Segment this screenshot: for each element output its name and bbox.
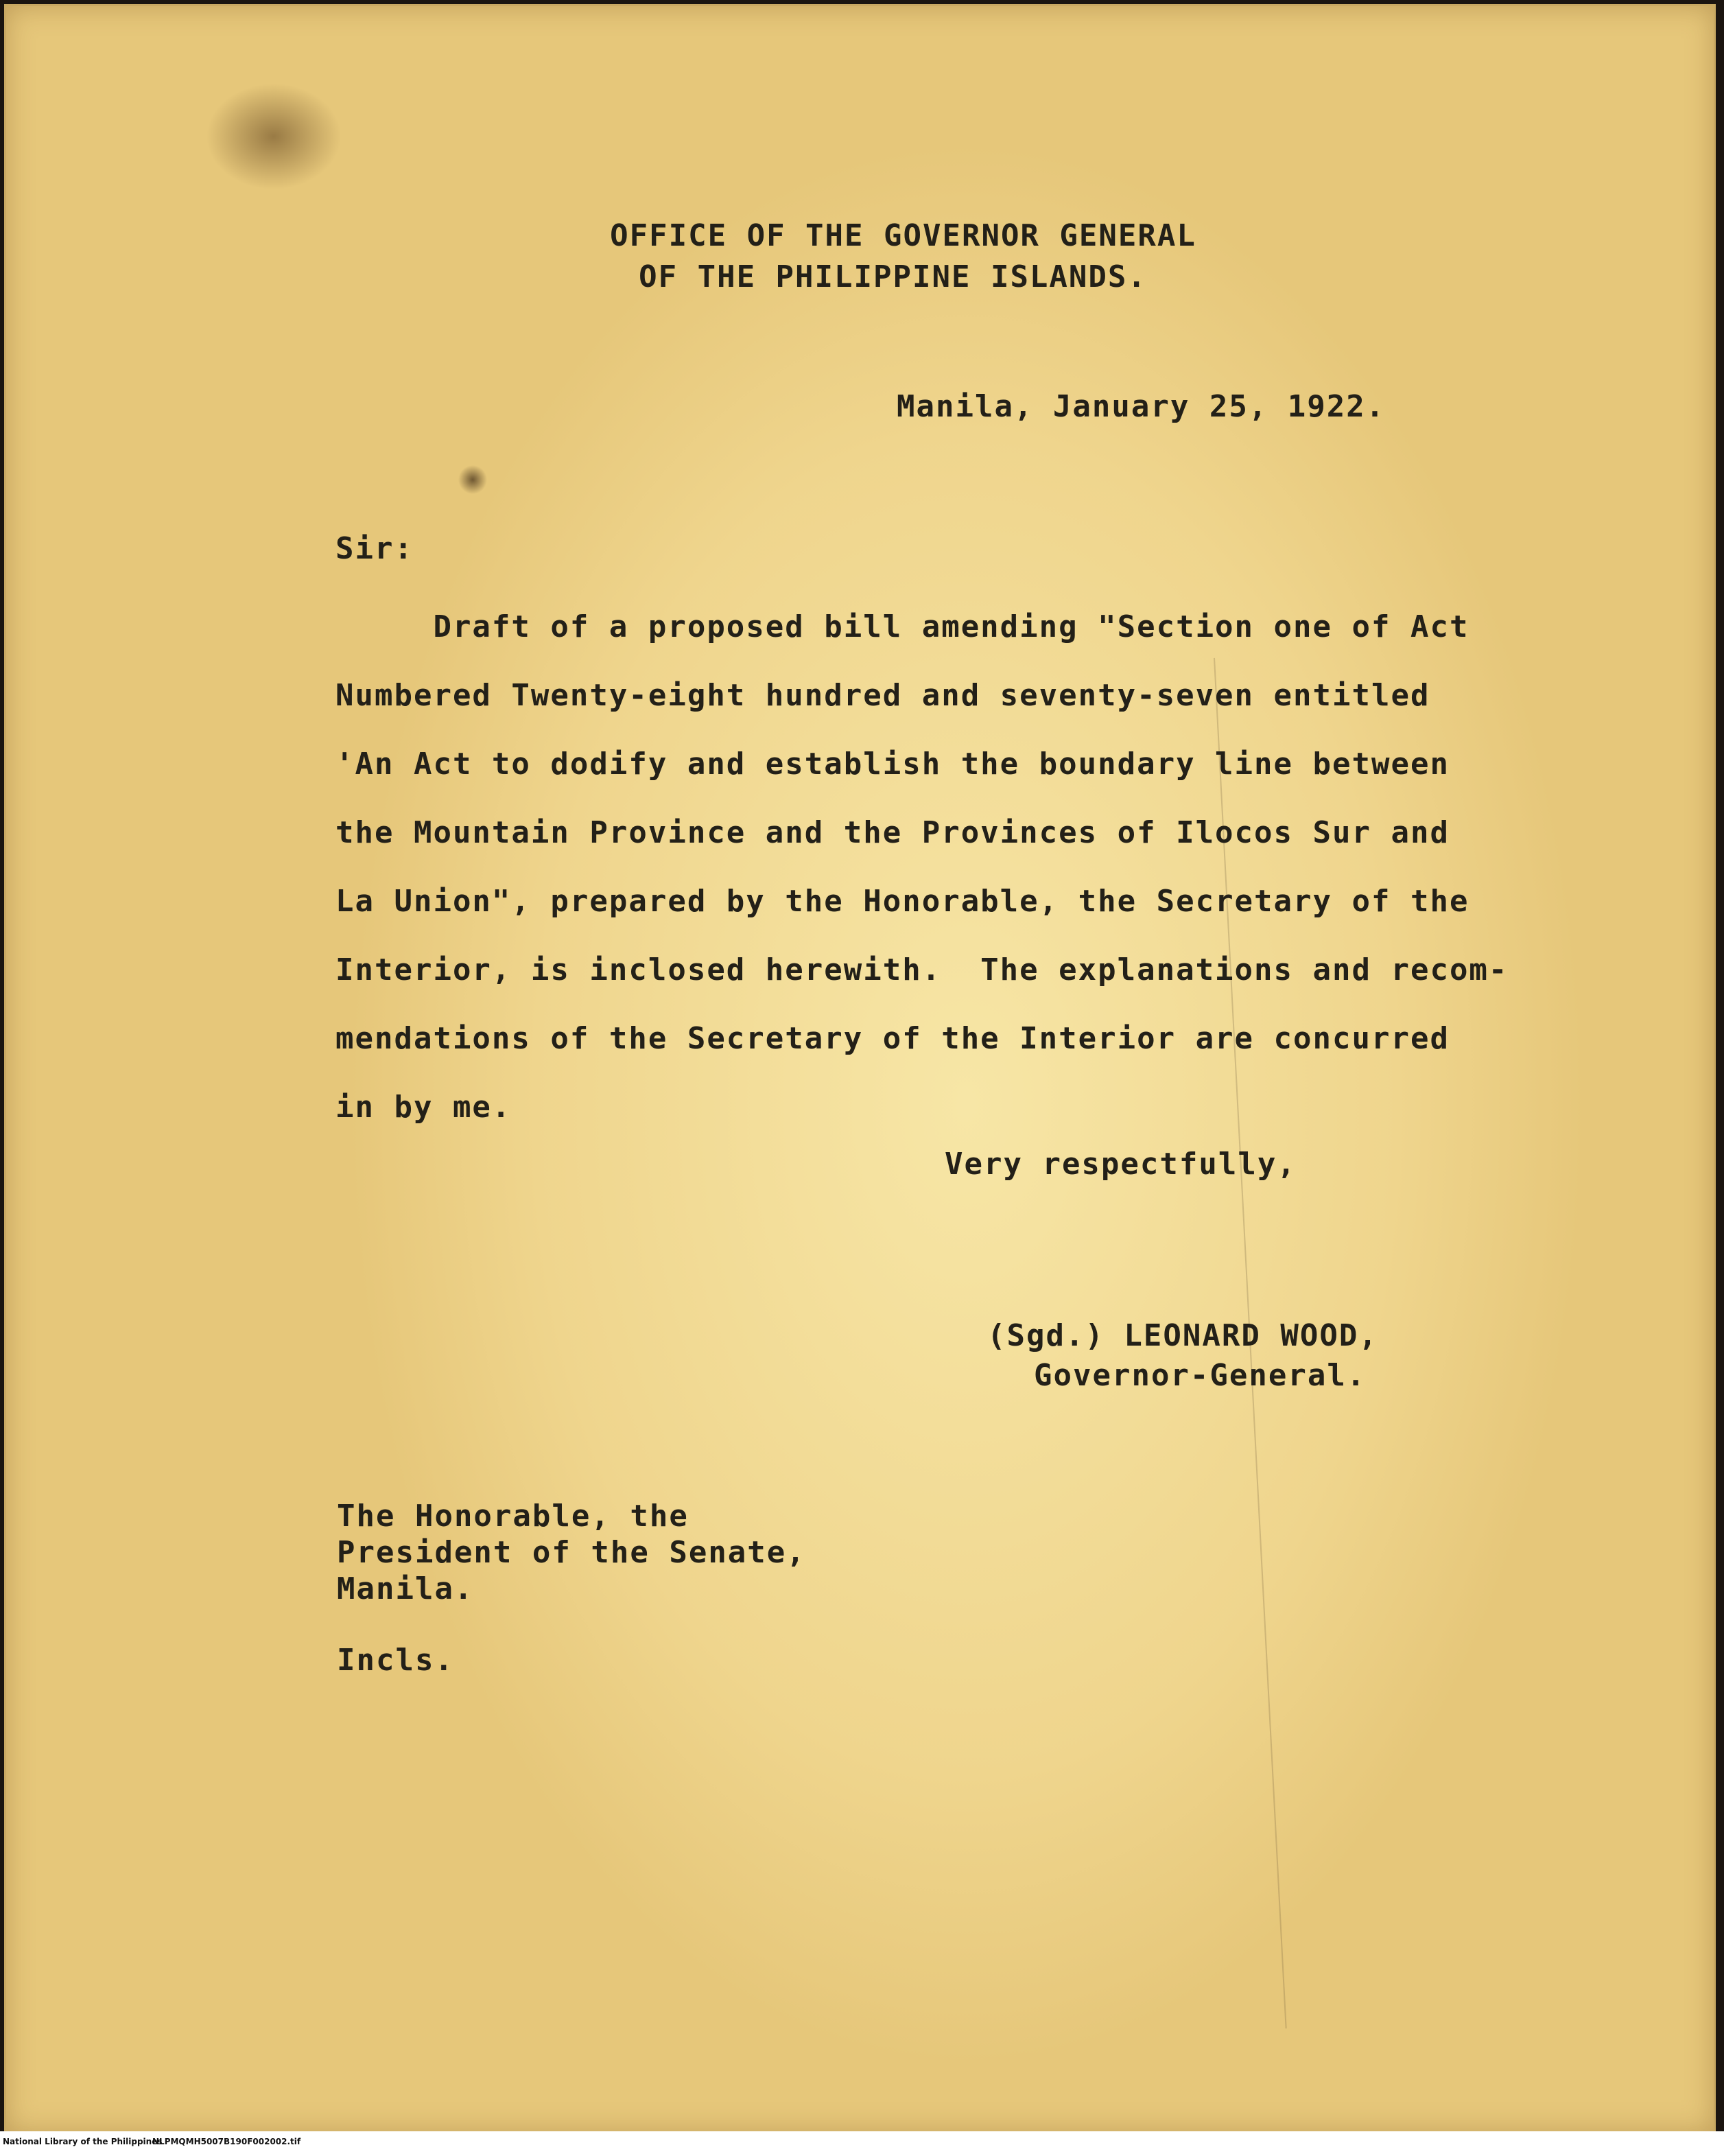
letterhead-line-2: OF THE PHILIPPINE ISLANDS. <box>639 259 1147 294</box>
body-line-8: in by me. <box>335 1090 512 1125</box>
addressee-line-2: President of the Senate, <box>337 1535 806 1570</box>
enclosures-note: Incls. <box>337 1643 454 1678</box>
body-line-3: 'An Act to dodify and establish the boundary line between <box>335 747 1450 782</box>
closing: Very respectfully, <box>945 1147 1297 1182</box>
letterhead-line-1: OFFICE OF THE GOVERNOR GENERAL <box>610 218 1196 253</box>
document-page <box>4 4 1716 2135</box>
scan-footer <box>0 2131 1724 2156</box>
addressee-line-3: Manila. <box>337 1571 474 1606</box>
body-line-1: Draft of a proposed bill amending "Section one of Act <box>335 609 1469 644</box>
body-line-5: La Union", prepared by the Honorable, the Secretary of the <box>335 884 1469 919</box>
salutation: Sir: <box>335 531 414 566</box>
file-identifier: NLPMQMH5007B190F002002.tif <box>152 2137 301 2146</box>
body-line-7: mendations of the Secretary of the Interior are concurred <box>335 1021 1450 1056</box>
date-line: Manila, January 25, 1922. <box>897 389 1386 424</box>
body-line-2: Numbered Twenty-eight hundred and seventy-seven entitled <box>335 678 1430 713</box>
body-line-6: Interior, is inclosed herewith. The explanations and recom- <box>335 952 1509 987</box>
library-credit: National Library of the Philippines <box>3 2137 163 2146</box>
signature-title: Governor-General. <box>1034 1358 1367 1393</box>
body-line-4: the Mountain Province and the Provinces of Ilocos Sur and <box>335 815 1450 850</box>
signature-name: (Sgd.) LEONARD WOOD, <box>987 1318 1378 1353</box>
addressee-line-1: The Honorable, the <box>337 1499 689 1534</box>
